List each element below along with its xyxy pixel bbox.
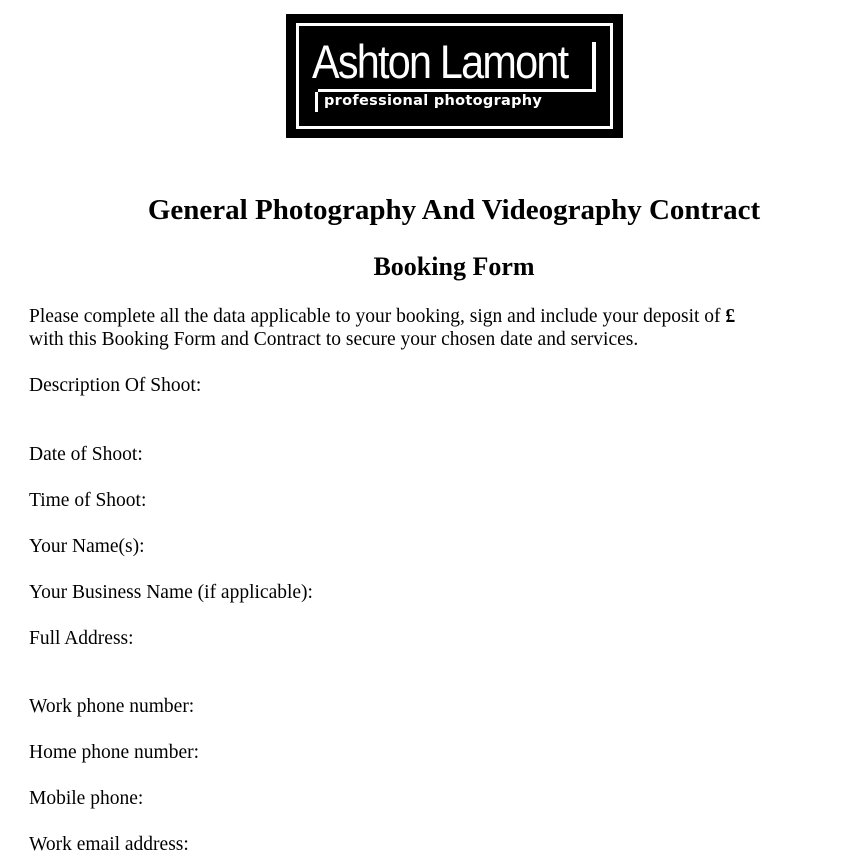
logo-name: Ashton Lamont	[312, 35, 568, 88]
intro-paragraph	[29, 305, 829, 351]
logo-underline	[318, 89, 592, 92]
intro-line-2: with this Booking Form and Contract to secure your chosen date and services.	[29, 329, 639, 350]
intro-line-1: Please complete all the data applicable to your booking, sign and include your deposit of	[29, 306, 726, 327]
logo-tagline: professional photography	[324, 93, 543, 109]
field-label-work-phone: Work phone number:	[29, 696, 195, 717]
document-title: General Photography And Videography Contract	[147, 194, 761, 226]
currency-symbol: £	[725, 306, 736, 327]
field-label-description: Description Of Shoot:	[29, 375, 202, 396]
logo-bar-left	[315, 92, 318, 112]
field-label-business: Your Business Name (if applicable):	[29, 582, 313, 603]
field-label-time: Time of Shoot:	[29, 490, 147, 511]
field-label-names: Your Name(s):	[29, 536, 145, 557]
field-label-mobile: Mobile phone:	[29, 788, 144, 809]
field-label-home-phone: Home phone number:	[29, 742, 200, 763]
field-label-date: Date of Shoot:	[29, 444, 143, 465]
field-label-work-email: Work email address:	[29, 834, 189, 855]
field-label-address: Full Address:	[29, 628, 134, 649]
company-logo	[286, 14, 623, 138]
logo-bar-right	[592, 42, 596, 92]
document-subtitle: Booking Form	[373, 252, 535, 281]
